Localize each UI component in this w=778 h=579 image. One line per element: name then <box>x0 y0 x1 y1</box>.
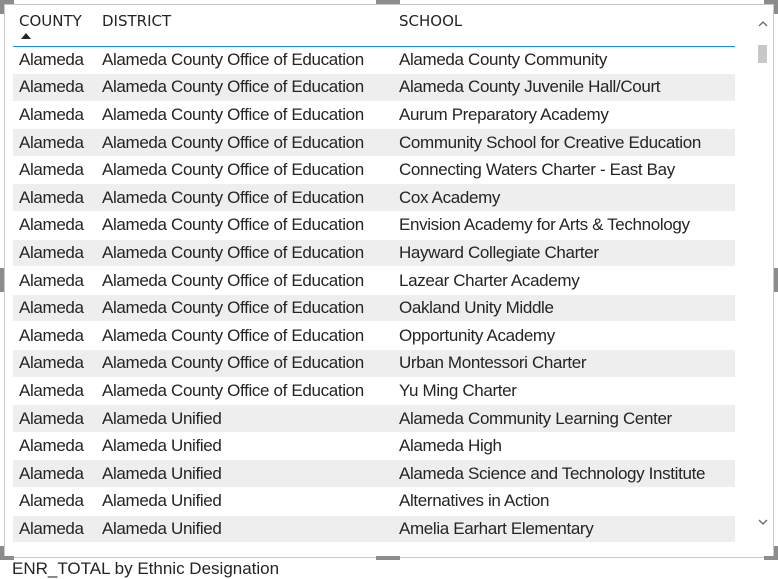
table-row[interactable] <box>13 432 735 460</box>
cell-district: Alameda County Office of Education <box>96 212 393 240</box>
scroll-down-icon[interactable] <box>758 515 768 529</box>
cell-district: Alameda County Office of Education <box>96 46 393 74</box>
school-table <box>13 5 735 543</box>
cell-district: Alameda County Office of Education <box>96 239 393 267</box>
cell-district: Alameda County Office of Education <box>96 377 393 405</box>
cell-county: Alameda <box>13 239 96 267</box>
resize-handle-bottom[interactable] <box>376 556 400 560</box>
table-container <box>13 5 735 557</box>
table-row[interactable] <box>13 74 735 102</box>
cell-district: Alameda County Office of Education <box>96 156 393 184</box>
table-row[interactable] <box>13 515 735 543</box>
table-row[interactable] <box>13 129 735 157</box>
cell-county: Alameda <box>13 74 96 102</box>
cell-county: Alameda <box>13 377 96 405</box>
cell-school: Alameda County Juvenile Hall/Court <box>393 74 735 102</box>
cell-school: Yu Ming Charter <box>393 377 735 405</box>
cell-school: Urban Montessori Charter <box>393 350 735 378</box>
cell-school: Oakland Unity Middle <box>393 294 735 322</box>
table-row[interactable] <box>13 460 735 488</box>
column-header-label: DISTRICT <box>102 12 172 30</box>
column-header-label: COUNTY <box>19 12 82 30</box>
cell-school: Alameda High <box>393 432 735 460</box>
resize-handle-top-right[interactable] <box>774 0 778 14</box>
table-row[interactable] <box>13 350 735 378</box>
table-row[interactable] <box>13 46 735 74</box>
table-header-row <box>13 5 735 46</box>
cell-school: Amelia Earhart Elementary <box>393 515 735 543</box>
cell-school: Envision Academy for Arts & Technology <box>393 212 735 240</box>
column-header-county[interactable] <box>13 5 96 46</box>
table-row[interactable] <box>13 322 735 350</box>
cell-county: Alameda <box>13 156 96 184</box>
sort-ascending-icon <box>21 33 31 39</box>
cell-school: Cox Academy <box>393 184 735 212</box>
cell-county: Alameda <box>13 101 96 129</box>
cell-county: Alameda <box>13 405 96 433</box>
table-row[interactable] <box>13 405 735 433</box>
resize-handle-left[interactable] <box>0 268 4 292</box>
cell-county: Alameda <box>13 184 96 212</box>
vertical-scrollbar[interactable] <box>754 5 772 557</box>
table-row[interactable] <box>13 101 735 129</box>
cell-school: Lazear Charter Academy <box>393 267 735 295</box>
scroll-up-icon[interactable] <box>758 17 768 31</box>
column-header-label: SCHOOL <box>399 12 463 30</box>
cell-district: Alameda County Office of Education <box>96 350 393 378</box>
table-row[interactable] <box>13 239 735 267</box>
cell-district: Alameda Unified <box>96 488 393 516</box>
cell-district: Alameda Unified <box>96 432 393 460</box>
resize-handle-right[interactable] <box>774 268 778 292</box>
cell-county: Alameda <box>13 322 96 350</box>
cell-district: Alameda County Office of Education <box>96 322 393 350</box>
cell-county: Alameda <box>13 294 96 322</box>
table-row[interactable] <box>13 488 735 516</box>
resize-handle-bottom-left[interactable] <box>0 546 4 560</box>
cell-school: Community School for Creative Education <box>393 129 735 157</box>
scrollbar-thumb[interactable] <box>758 45 767 63</box>
table-row[interactable] <box>13 294 735 322</box>
cell-district: Alameda Unified <box>96 515 393 543</box>
cell-district: Alameda County Office of Education <box>96 294 393 322</box>
resize-handle-top-left[interactable] <box>0 0 4 14</box>
cell-school: Alameda County Community <box>393 46 735 74</box>
cell-county: Alameda <box>13 488 96 516</box>
cell-school: Hayward Collegiate Charter <box>393 239 735 267</box>
cell-school: Alternatives in Action <box>393 488 735 516</box>
cell-school: Connecting Waters Charter - East Bay <box>393 156 735 184</box>
cell-county: Alameda <box>13 212 96 240</box>
table-row[interactable] <box>13 184 735 212</box>
cell-district: Alameda County Office of Education <box>96 74 393 102</box>
cell-district: Alameda Unified <box>96 460 393 488</box>
cell-district: Alameda County Office of Education <box>96 101 393 129</box>
column-header-school[interactable] <box>393 5 735 46</box>
resize-handle-bottom-right[interactable] <box>774 546 778 560</box>
cell-district: Alameda Unified <box>96 405 393 433</box>
table-row[interactable] <box>13 267 735 295</box>
cell-school: Alameda Community Learning Center <box>393 405 735 433</box>
cell-county: Alameda <box>13 267 96 295</box>
cell-county: Alameda <box>13 432 96 460</box>
cell-school: Opportunity Academy <box>393 322 735 350</box>
cell-district: Alameda County Office of Education <box>96 267 393 295</box>
cell-district: Alameda County Office of Education <box>96 184 393 212</box>
table-row[interactable] <box>13 212 735 240</box>
cell-school: Alameda Science and Technology Institute <box>393 460 735 488</box>
cell-county: Alameda <box>13 460 96 488</box>
table-row[interactable] <box>13 156 735 184</box>
cell-district: Alameda County Office of Education <box>96 129 393 157</box>
cell-county: Alameda <box>13 129 96 157</box>
cell-county: Alameda <box>13 515 96 543</box>
column-header-district[interactable] <box>96 5 393 46</box>
table-visual[interactable] <box>4 4 774 558</box>
cell-school: Aurum Preparatory Academy <box>393 101 735 129</box>
next-visual-title: ENR_TOTAL by Ethnic Designation <box>12 559 280 578</box>
table-row[interactable] <box>13 377 735 405</box>
cell-county: Alameda <box>13 350 96 378</box>
resize-handle-top[interactable] <box>376 0 400 4</box>
cell-county: Alameda <box>13 46 96 74</box>
